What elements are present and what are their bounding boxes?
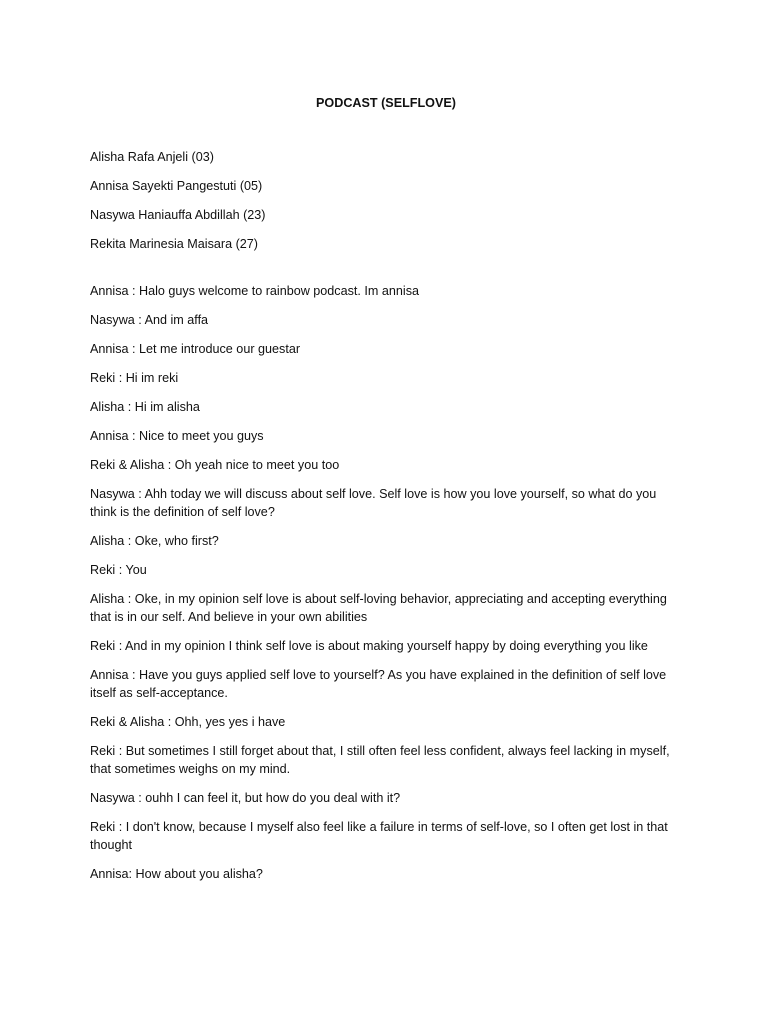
dialogue-line: Annisa : Halo guys welcome to rainbow podcast. Im annisa (90, 284, 420, 298)
member-item: Alisha Rafa Anjeli (03) (90, 150, 214, 164)
member-item: Rekita Marinesia Maisara (27) (90, 237, 258, 251)
dialogue-line: Nasywa : Ahh today we will discuss about self love. Self love is how you love yourself, so what do you think is the definition of self love? (90, 487, 657, 519)
dialogue-line: Nasywa : And im affa (90, 313, 209, 327)
dialogue-line: Alisha : Oke, who first? (90, 534, 219, 548)
document-content (90, 95, 682, 894)
dialogue-line: Annisa: How about you alisha? (90, 867, 263, 881)
dialogue-line: Annisa : Have you guys applied self love to yourself? As you have explained in the definition of self love itself as self-acceptance. (90, 668, 667, 700)
dialogue-line: Reki & Alisha : Oh yeah nice to meet you too (90, 458, 340, 472)
dialogue-list (90, 282, 682, 883)
dialogue-line: Alisha : Hi im alisha (90, 400, 200, 414)
dialogue-line: Reki & Alisha : Ohh, yes yes i have (90, 715, 286, 729)
member-item: Nasywa Haniauffa Abdillah (23) (90, 208, 266, 222)
member-item: Annisa Sayekti Pangestuti (05) (90, 179, 263, 193)
dialogue-line: Reki : And in my opinion I think self love is about making yourself happy by doing everything you like (90, 639, 648, 653)
dialogue-line: Alisha : Oke, in my opinion self love is about self-loving behavior, appreciating and accepting everything that is in our self. And believe in your own abilities (90, 592, 667, 624)
dialogue-line: Reki : You (90, 563, 147, 577)
dialogue-line: Nasywa : ouhh I can feel it, but how do you deal with it? (90, 791, 401, 805)
dialogue-line: Reki : Hi im reki (90, 371, 179, 385)
dialogue-line: Annisa : Nice to meet you guys (90, 429, 264, 443)
member-list (90, 148, 682, 253)
dialogue-line: Reki : But sometimes I still forget about that, I still often feel less confident, always feel lacking in myself, that sometimes weighs on my mind. (90, 744, 670, 776)
dialogue-line: Annisa : Let me introduce our guestar (90, 342, 301, 356)
dialogue-line: Reki : I don't know, because I myself also feel like a failure in terms of self-love, so I often get lost in that thought (90, 820, 668, 852)
document-title: PODCAST (SELFLOVE) (316, 96, 456, 110)
